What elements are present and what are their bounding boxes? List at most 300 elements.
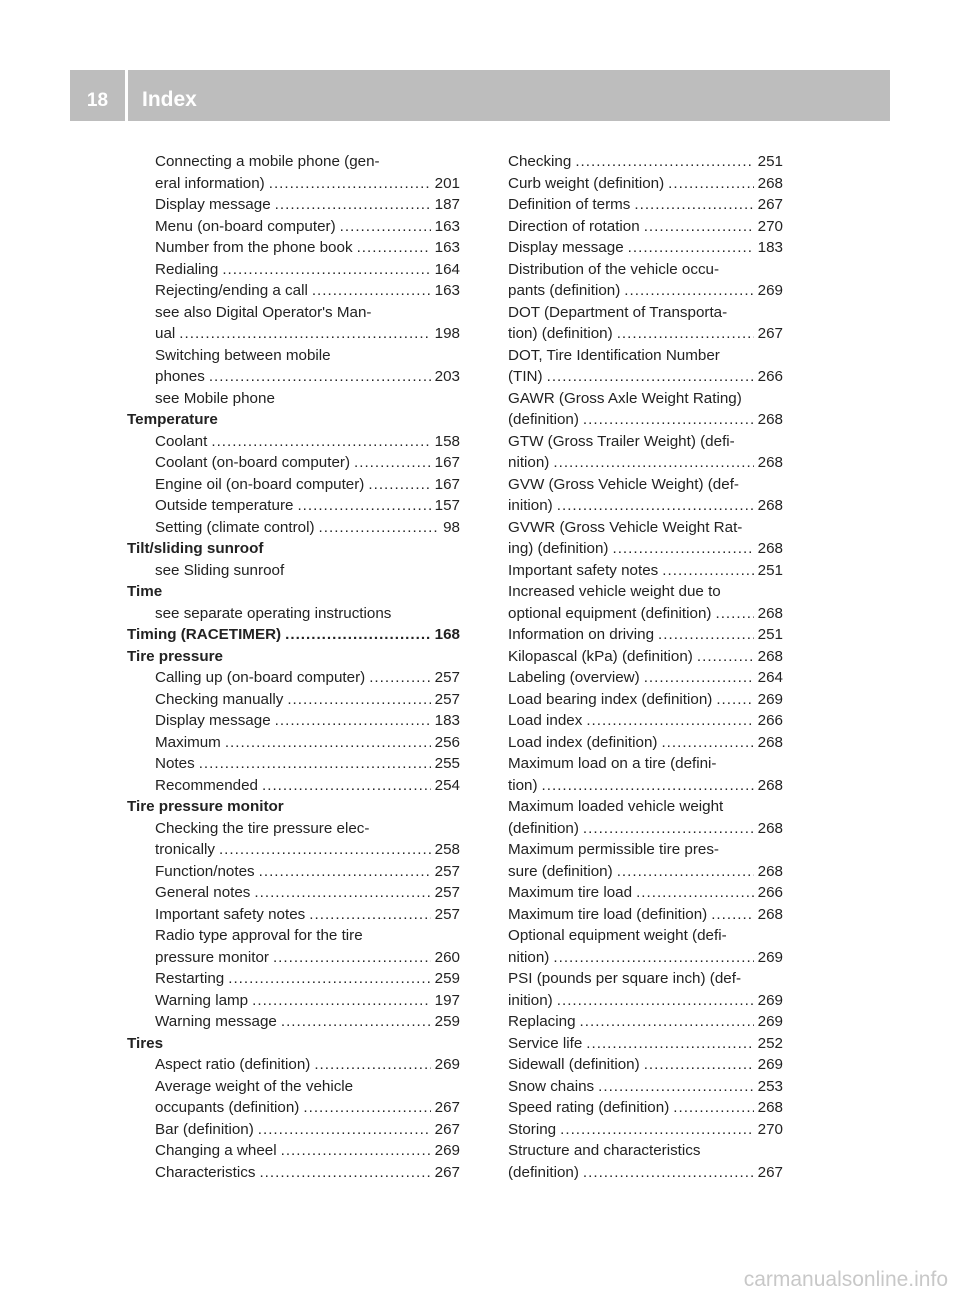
page-reference: 266 (757, 712, 783, 729)
entry-text: occupants (definition) (155, 1099, 300, 1116)
index-entry (508, 1097, 783, 1119)
index-entry: Checking the tire pressure elec- (155, 819, 370, 837)
leader-dots (617, 861, 754, 883)
index-entry (508, 710, 783, 732)
leader-dots (668, 173, 753, 195)
entry-text: (definition) (508, 1163, 579, 1181)
leader-dots (252, 990, 431, 1012)
entry-text: (definition) (508, 819, 579, 837)
leader-dots (628, 237, 754, 259)
index-column-left (127, 151, 460, 1183)
page-reference: 260 (434, 948, 460, 966)
index-entry (508, 689, 783, 711)
index-entry (508, 409, 783, 431)
leader-dots (586, 710, 753, 732)
leader-dots (222, 259, 430, 281)
leader-dots (254, 882, 430, 904)
index-entry (508, 237, 783, 259)
page-reference: 268 (757, 411, 783, 428)
index-entry (127, 259, 460, 281)
leader-dots (199, 753, 431, 775)
index-entry (508, 452, 783, 474)
page-number: 18 (86, 90, 109, 111)
entry-text: tronically (155, 841, 215, 858)
page-reference: 167 (434, 454, 460, 471)
leader-dots (312, 280, 431, 302)
leader-dots (583, 818, 754, 840)
header-divider (125, 70, 128, 121)
page-reference: 256 (434, 733, 460, 751)
leader-dots (281, 1011, 431, 1033)
leader-dots (285, 624, 431, 646)
page-reference: 201 (434, 174, 460, 192)
leader-dots (583, 409, 754, 431)
leader-dots (275, 710, 431, 732)
index-entry: Connecting a mobile phone (gen- (155, 153, 380, 170)
leader-dots (303, 1097, 430, 1119)
leader-dots (586, 1033, 753, 1055)
page-reference: 267 (434, 1099, 460, 1116)
index-entry: Distribution of the vehicle occu- (508, 260, 720, 278)
leader-dots (644, 1054, 754, 1076)
page-reference: 269 (757, 991, 783, 1009)
index-heading (127, 624, 460, 646)
leader-dots (357, 237, 431, 259)
entry-text: Function/notes (155, 862, 255, 880)
entry-text: optional equipment (definition) (508, 604, 712, 622)
index-entry (127, 1140, 460, 1162)
page-reference: 268 (757, 497, 783, 514)
index-entry (508, 947, 783, 969)
index-entry (127, 882, 460, 904)
index-entry: Radio type approval for the tire (155, 927, 363, 944)
index-entry (508, 560, 783, 582)
entry-text: Service life (508, 1034, 583, 1052)
page-reference: 269 (757, 1013, 783, 1030)
page-reference: 187 (434, 196, 460, 213)
page-reference: 266 (757, 884, 783, 901)
index-entry (127, 280, 460, 302)
leader-dots (711, 904, 753, 926)
leader-dots (673, 1097, 753, 1119)
entry-text: Warning message (155, 1013, 277, 1030)
leader-dots (314, 1054, 430, 1076)
leader-dots (219, 839, 431, 861)
index-entry: PSI (pounds per square inch) (def- (508, 970, 741, 987)
page-reference: 259 (434, 970, 460, 987)
entry-text: inition) (508, 991, 553, 1009)
index-entry (127, 431, 460, 453)
leader-dots (275, 194, 431, 216)
leader-dots (553, 452, 753, 474)
leader-dots (259, 1162, 430, 1184)
entry-text: (definition) (508, 411, 579, 428)
leader-dots (297, 495, 430, 517)
leader-dots (340, 216, 431, 238)
entry-text: General notes (155, 884, 251, 901)
index-entry (508, 1054, 783, 1076)
index-entry (508, 538, 783, 560)
entry-text: Outside temperature (155, 497, 294, 514)
page-reference: 269 (757, 948, 783, 966)
index-entry (127, 173, 460, 195)
page-reference: 269 (434, 1056, 460, 1073)
entry-text: ing) (definition) (508, 540, 609, 557)
entry-text: pants (definition) (508, 282, 621, 299)
entry-text: Maximum (155, 733, 221, 751)
page-reference: 98 (443, 518, 460, 536)
page-reference: 268 (757, 540, 783, 557)
page-reference: 268 (757, 454, 783, 471)
index-entry (127, 1097, 460, 1119)
index-heading: Time (127, 583, 163, 600)
index-column-right (508, 151, 783, 1183)
page-reference: 269 (757, 282, 783, 299)
page-reference: 269 (757, 1056, 783, 1073)
page-reference: 270 (757, 217, 783, 235)
index-entry (508, 1076, 783, 1098)
leader-dots (716, 689, 753, 711)
page-reference: 254 (434, 776, 460, 794)
index-entry (127, 366, 460, 388)
leader-dots (715, 603, 753, 625)
page-reference: 257 (434, 669, 460, 686)
page-reference: 268 (757, 905, 783, 923)
index-entry (508, 216, 783, 238)
leader-dots (273, 947, 431, 969)
entry-text: Maximum tire load (508, 884, 633, 901)
page-reference: 203 (434, 368, 460, 385)
entry-text: Maximum tire load (definition) (508, 905, 708, 923)
page-reference: 183 (434, 712, 460, 729)
index-heading: Tires (127, 1034, 164, 1052)
entry-text: sure (definition) (508, 862, 613, 880)
index-entry (127, 968, 460, 990)
index-entry (127, 689, 460, 711)
index-entry (508, 818, 783, 840)
leader-dots (211, 431, 430, 453)
page-reference: 266 (757, 368, 783, 385)
index-entry (127, 194, 460, 216)
index-entry: GAWR (Gross Axle Weight Rating) (508, 389, 742, 407)
index-entry (508, 624, 783, 646)
page-reference: 257 (434, 884, 460, 901)
index-entry (508, 173, 783, 195)
index-entry: Increased vehicle weight due to (508, 583, 721, 600)
page-reference: 168 (434, 626, 460, 643)
index-entry: see Sliding sunroof (155, 561, 285, 579)
index-entry (127, 990, 460, 1012)
entry-text: Aspect ratio (definition) (155, 1056, 311, 1073)
leader-dots (598, 1076, 754, 1098)
index-entry (508, 1162, 783, 1184)
index-entry (508, 1011, 783, 1033)
page-reference: 257 (434, 690, 460, 708)
entry-text: Coolant (155, 432, 208, 450)
entry-text: Direction of rotation (508, 217, 640, 235)
page-reference: 183 (757, 239, 783, 256)
entry-text: pressure monitor (155, 948, 269, 966)
page-reference: 252 (757, 1034, 783, 1052)
leader-dots (225, 732, 431, 754)
page-reference: 268 (757, 604, 783, 622)
leader-dots (228, 968, 430, 990)
entry-text: Characteristics (155, 1163, 256, 1181)
leader-dots (658, 624, 754, 646)
entry-text: Bar (definition) (155, 1120, 254, 1138)
entry-text: Definition of terms (508, 196, 631, 213)
entry-text: (TIN) (508, 368, 543, 385)
entry-text: tion) (508, 776, 538, 794)
index-entry (508, 1033, 783, 1055)
leader-dots (262, 775, 431, 797)
index-entry (508, 861, 783, 883)
index-heading: Tire pressure monitor (127, 798, 284, 815)
entry-text: Timing (RACETIMER) (127, 626, 282, 643)
index-entry (508, 904, 783, 926)
index-entry (127, 667, 460, 689)
index-entry (127, 216, 460, 238)
index-entry (127, 517, 460, 539)
page-reference: 267 (757, 1163, 783, 1181)
index-entry: GVW (Gross Vehicle Weight) (def- (508, 475, 739, 493)
page-reference: 251 (757, 153, 783, 170)
page-reference: 268 (757, 862, 783, 880)
index-entry (127, 861, 460, 883)
leader-dots (287, 689, 430, 711)
index-entry: DOT, Tire Identification Number (508, 346, 720, 364)
index-entry (127, 237, 460, 259)
page-title: Index (142, 88, 197, 111)
index-entry: DOT (Department of Transporta- (508, 303, 728, 321)
page-reference: 163 (434, 282, 460, 299)
page-reference: 269 (757, 690, 783, 708)
leader-dots (354, 452, 431, 474)
index-entry (508, 366, 783, 388)
leader-dots (209, 366, 431, 388)
leader-dots (662, 560, 753, 582)
entry-text: nition) (508, 454, 550, 471)
index-entry (127, 839, 460, 861)
index-entry (508, 603, 783, 625)
index-entry: Switching between mobile (155, 346, 331, 364)
page-reference: 270 (757, 1120, 783, 1138)
index-entry (127, 1119, 460, 1141)
entry-text: Display message (508, 239, 624, 256)
page-reference: 267 (757, 196, 783, 213)
leader-dots (319, 517, 440, 539)
index-entry (508, 646, 783, 668)
leader-dots (580, 1011, 754, 1033)
entry-text: Checking (508, 153, 572, 170)
leader-dots (369, 667, 430, 689)
leader-dots (634, 194, 753, 216)
leader-dots (309, 904, 430, 926)
index-entry (508, 732, 783, 754)
entry-text: Load index (508, 712, 583, 729)
entry-text: Restarting (155, 970, 225, 987)
leader-dots (258, 1119, 431, 1141)
index-entry (127, 474, 460, 496)
index-entry (127, 710, 460, 732)
leader-dots (547, 366, 754, 388)
leader-dots (179, 323, 430, 345)
page-reference: 259 (434, 1013, 460, 1030)
leader-dots (661, 732, 753, 754)
leader-dots (583, 1162, 754, 1184)
page-reference: 267 (757, 325, 783, 342)
index-entry (508, 151, 783, 173)
entry-text: eral information) (155, 174, 265, 192)
entry-text: Display message (155, 712, 271, 729)
leader-dots (644, 216, 754, 238)
page-reference: 255 (434, 755, 460, 772)
page-reference: 167 (434, 475, 460, 493)
page-reference: 157 (434, 497, 460, 514)
page-reference: 264 (757, 669, 783, 686)
index-entry (127, 1162, 460, 1184)
index-entry (127, 323, 460, 345)
page-reference: 268 (757, 174, 783, 192)
entry-text: Storing (508, 1120, 557, 1138)
entry-text: tion) (definition) (508, 325, 613, 342)
entry-text: Checking manually (155, 690, 284, 708)
leader-dots (617, 323, 754, 345)
page-reference: 268 (757, 819, 783, 837)
page-reference: 253 (757, 1077, 783, 1095)
index-entry (127, 495, 460, 517)
entry-text: Number from the phone book (155, 239, 353, 256)
entry-text: Coolant (on-board computer) (155, 454, 351, 471)
entry-text: Notes (155, 755, 195, 772)
entry-text: Load index (definition) (508, 733, 658, 751)
leader-dots (557, 990, 754, 1012)
leader-dots (557, 495, 754, 517)
index-entry (508, 194, 783, 216)
entry-text: Curb weight (definition) (508, 174, 665, 192)
index-entry: Maximum loaded vehicle weight (508, 798, 724, 815)
entry-text: Important safety notes (508, 561, 659, 579)
index-entry (508, 990, 783, 1012)
entry-text: ual (155, 325, 176, 342)
index-entry (127, 452, 460, 474)
leader-dots (697, 646, 754, 668)
leader-dots (624, 280, 753, 302)
index-entry (127, 732, 460, 754)
entry-text: Rejecting/ending a call (155, 282, 308, 299)
index-entry: Average weight of the vehicle (155, 1077, 354, 1095)
page-reference: 269 (434, 1142, 460, 1159)
page-reference: 251 (757, 561, 783, 579)
index-entry: see separate operating instructions (155, 604, 392, 622)
index-entry: Maximum permissible tire pres- (508, 841, 719, 858)
index-entry (127, 1054, 460, 1076)
entry-text: inition) (508, 497, 553, 514)
entry-text: nition) (508, 948, 550, 966)
page-reference: 257 (434, 905, 460, 923)
entry-text: Labeling (overview) (508, 669, 640, 686)
index-heading: Temperature (127, 411, 218, 428)
leader-dots (560, 1119, 754, 1141)
leader-dots (553, 947, 753, 969)
index-heading: Tilt/sliding sunroof (127, 540, 264, 557)
page-reference: 268 (757, 733, 783, 751)
index-entry (508, 1119, 783, 1141)
index-entry (508, 775, 783, 797)
page-reference: 251 (757, 626, 783, 643)
entry-text: Snow chains (508, 1077, 595, 1095)
entry-text: phones (155, 368, 205, 385)
index-entry (127, 775, 460, 797)
page-reference: 268 (757, 776, 783, 794)
page-reference: 158 (434, 432, 460, 450)
index-entry: Maximum load on a tire (defini- (508, 755, 717, 772)
index-entry (127, 753, 460, 775)
index-entry: Optional equipment weight (defi- (508, 927, 727, 944)
entry-text: Load bearing index (definition) (508, 690, 713, 708)
page-reference: 164 (434, 260, 460, 278)
watermark: carmanualsonline.info (743, 1268, 948, 1291)
entry-text: Changing a wheel (155, 1142, 277, 1159)
index-entry: see Mobile phone (155, 389, 275, 407)
entry-text: Important safety notes (155, 905, 306, 923)
index-entry (508, 495, 783, 517)
entry-text: Menu (on-board computer) (155, 217, 336, 235)
page-reference: 267 (434, 1163, 460, 1181)
entry-text: Calling up (on-board computer) (155, 669, 366, 686)
page-reference: 268 (757, 647, 783, 665)
leader-dots (281, 1140, 431, 1162)
page-reference: 163 (434, 217, 460, 235)
entry-text: Warning lamp (155, 991, 249, 1009)
leader-dots (542, 775, 754, 797)
index-entry: GVWR (Gross Vehicle Weight Rat- (508, 518, 743, 536)
index-entry (508, 280, 783, 302)
entry-text: Information on driving (508, 626, 655, 643)
page-reference: 258 (434, 841, 460, 858)
leader-dots (644, 667, 754, 689)
entry-text: Speed rating (definition) (508, 1099, 670, 1116)
page-reference: 257 (434, 862, 460, 880)
leader-dots (368, 474, 430, 496)
entry-text: Recommended (155, 776, 258, 794)
leader-dots (636, 882, 754, 904)
index-entry: GTW (Gross Trailer Weight) (defi- (508, 432, 735, 450)
page-reference: 163 (434, 239, 460, 256)
entry-text: Redialing (155, 260, 219, 278)
leader-dots (269, 173, 431, 195)
page-reference: 197 (434, 991, 460, 1009)
entry-text: Engine oil (on-board computer) (155, 475, 365, 493)
index-entry: see also Digital Operator's Man- (155, 303, 372, 321)
index-entry (508, 323, 783, 345)
leader-dots (612, 538, 753, 560)
index-entry (127, 1011, 460, 1033)
index-entry (127, 947, 460, 969)
page-reference: 268 (757, 1099, 783, 1116)
entry-text: Sidewall (definition) (508, 1056, 640, 1073)
entry-text: Kilopascal (kPa) (definition) (508, 647, 693, 665)
index-entry (508, 882, 783, 904)
index-entry: Structure and characteristics (508, 1142, 701, 1159)
entry-text: Replacing (508, 1013, 576, 1030)
index-entry (508, 667, 783, 689)
leader-dots (259, 861, 431, 883)
index-heading: Tire pressure (127, 647, 223, 665)
page-reference: 198 (434, 325, 460, 342)
entry-text: Setting (climate control) (155, 518, 315, 536)
page-reference: 267 (434, 1120, 460, 1138)
